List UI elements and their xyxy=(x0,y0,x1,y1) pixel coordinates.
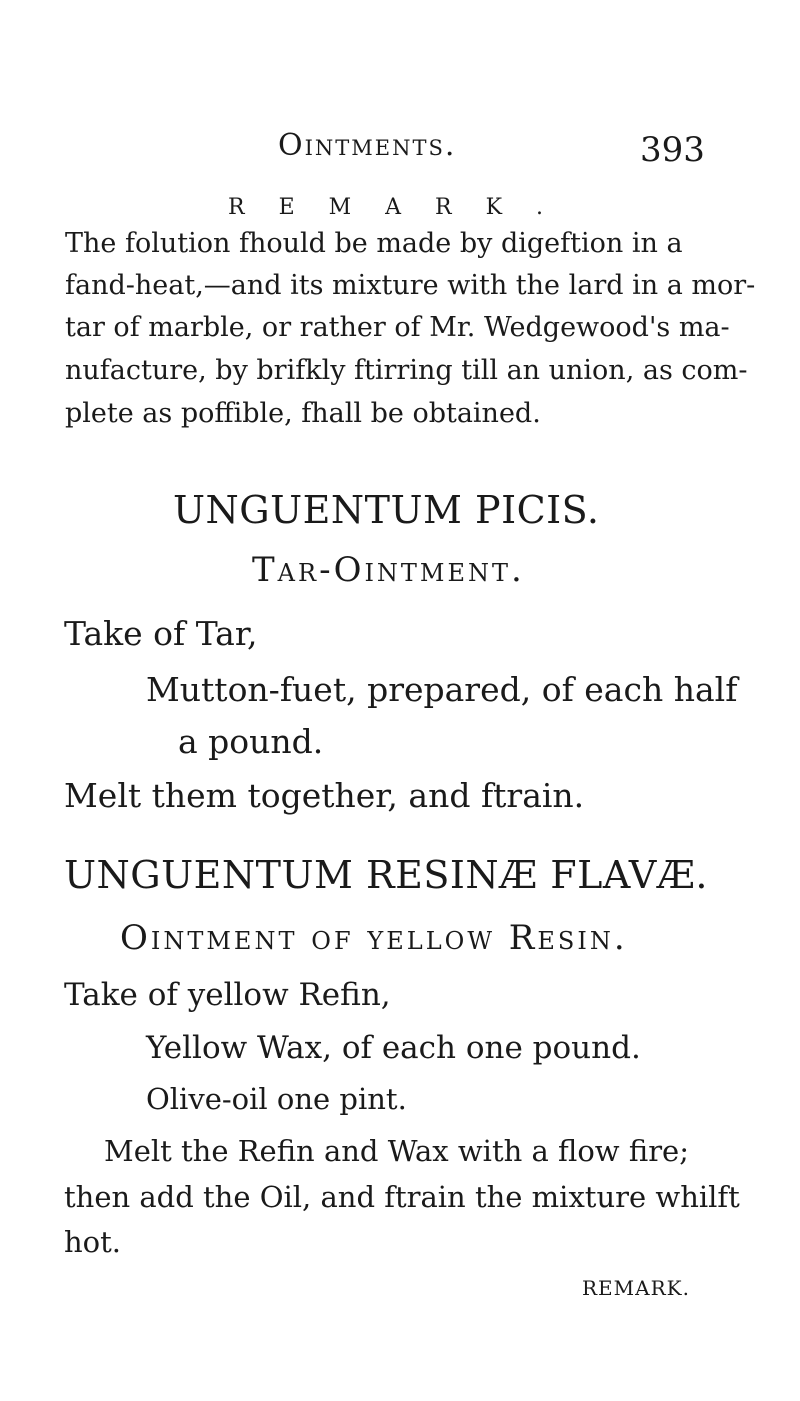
remark-line: The folution fhould be made by digeftion in a xyxy=(65,228,683,259)
recipe-line: Melt the Refin and Wax with a flow fire; xyxy=(104,1134,689,1168)
remark-line: nufacture, by brifkly ftirring till an union, as com- xyxy=(65,355,748,386)
recipe-line: Take of yellow Refin, xyxy=(64,977,391,1013)
catchword: REMARK. xyxy=(582,1276,690,1300)
recipe-subtitle-tar-ointment: Tar-Ointment. xyxy=(252,550,525,590)
recipe-line: Olive-oil one pint. xyxy=(146,1082,407,1116)
recipe-title-unguentum-picis: UNGUENTUM PICIS. xyxy=(173,488,600,532)
recipe-line: Take of Tar, xyxy=(64,614,258,653)
remark-heading: REMARK. xyxy=(228,195,578,220)
recipe-line: then add the Oil, and ftrain the mixture whilft xyxy=(64,1180,740,1214)
recipe-subtitle-yellow-resin: Ointment of yellow Resin. xyxy=(120,918,628,958)
remark-line: tar of marble, or rather of Mr. Wedgewood's ma- xyxy=(65,312,730,343)
page-number: 393 xyxy=(640,130,705,170)
recipe-line: Mutton-fuet, prepared, of each half xyxy=(146,670,738,709)
recipe-line: Yellow Wax, of each one pound. xyxy=(146,1030,641,1066)
recipe-title-unguentum-resinae-flavae: UNGUENTUM RESINÆ FLAVÆ. xyxy=(64,853,708,897)
remark-line: fand-heat,—and its mixture with the lard in a mor- xyxy=(65,270,756,301)
recipe-line: a pound. xyxy=(178,722,324,761)
recipe-line: Melt them together, and ftrain. xyxy=(64,776,585,815)
recipe-line: hot. xyxy=(64,1225,122,1259)
running-head: Ointments. xyxy=(278,128,457,163)
remark-line: plete as poffible, fhall be obtained. xyxy=(65,398,541,429)
